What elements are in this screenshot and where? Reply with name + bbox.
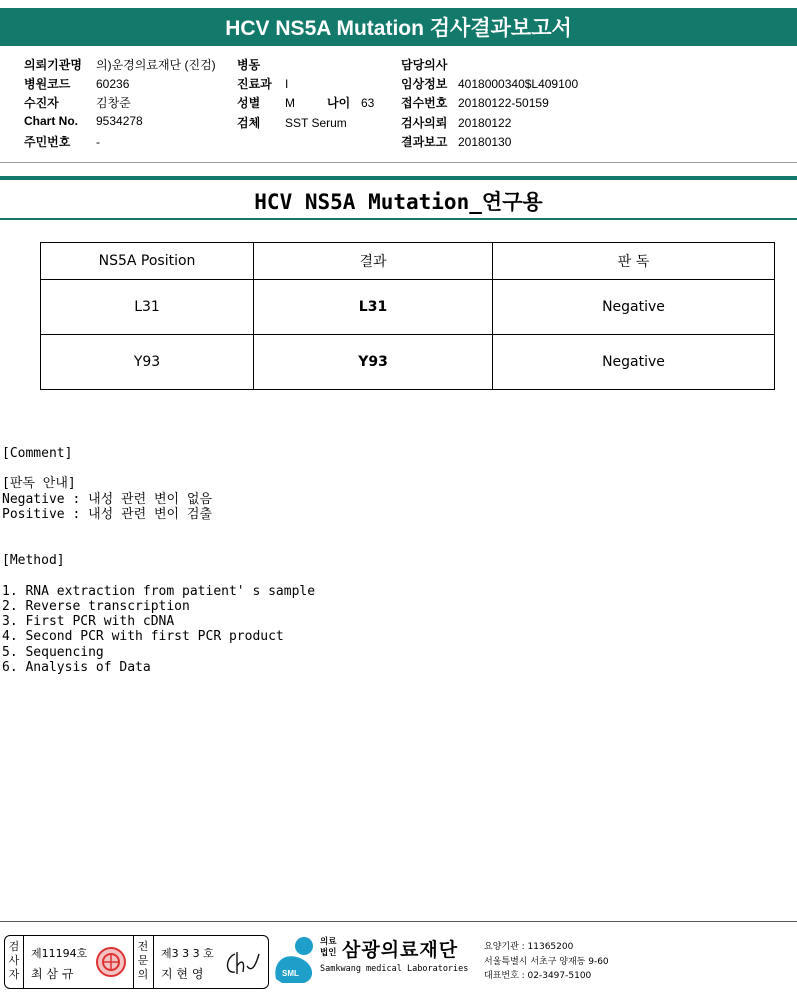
table-row bbox=[41, 280, 775, 335]
reviewer-name: 지 현 영 bbox=[161, 967, 204, 981]
reviewer-number: 제3 3 3 호 bbox=[161, 947, 214, 960]
info-receipt-no: 접수번호 20180122-50159 bbox=[401, 96, 549, 110]
org-name: 삼광의료재단 bbox=[342, 939, 459, 961]
cell-interpretation: Negative bbox=[493, 280, 775, 335]
method-step: 6. Analysis of Data bbox=[2, 660, 151, 675]
comment-title: [Comment] bbox=[2, 446, 73, 461]
table-header-row bbox=[41, 243, 775, 280]
method-step: 5. Sequencing bbox=[2, 645, 104, 660]
cell-position: Y93 bbox=[41, 335, 254, 390]
method-step: 2. Reverse transcription bbox=[2, 599, 190, 614]
info-chart-no: Chart No. 9534278 bbox=[24, 114, 143, 128]
method-title: [Method] bbox=[2, 553, 65, 568]
org-phone: 대표번호 : 02-3497-5100 bbox=[484, 971, 592, 981]
info-report-date: 결과보고 20180130 bbox=[401, 135, 512, 149]
svg-text:SML: SML bbox=[282, 969, 299, 978]
divider bbox=[153, 936, 154, 988]
info-specimen: 검체 SST Serum bbox=[237, 116, 347, 130]
reviewer-label: 전 문 의 bbox=[137, 940, 149, 981]
cell-position: L31 bbox=[41, 280, 254, 335]
divider bbox=[0, 218, 797, 220]
method-step: 4. Second PCR with first PCR product bbox=[2, 629, 284, 644]
info-resident-no: 주민번호 - bbox=[24, 135, 100, 149]
org-address: 서울특별시 서초구 양재동 9-60 bbox=[484, 957, 609, 967]
info-doctor: 담당의사 bbox=[401, 58, 448, 72]
report-title: HCV NS5A Mutation 검사결과보고서 bbox=[225, 17, 572, 40]
info-ward: 병동 bbox=[237, 58, 261, 72]
guide-title: [판독 안내] bbox=[2, 476, 76, 491]
info-department: 진료과 I bbox=[237, 77, 289, 91]
signature-box bbox=[4, 935, 269, 989]
report-subtitle: HCV NS5A Mutation_연구용 bbox=[254, 190, 543, 214]
seal-stamp-icon bbox=[95, 946, 127, 978]
header-position: NS5A Position bbox=[41, 243, 254, 280]
examiner-number: 제11194호 bbox=[31, 947, 88, 960]
info-request-date: 검사의뢰 20180122 bbox=[401, 116, 512, 130]
divider bbox=[133, 936, 134, 988]
org-prefix: 의료 법인 bbox=[320, 937, 337, 958]
org-code: 요양기관 : 11365200 bbox=[484, 942, 574, 952]
guide-positive: Positive : 내성 관련 변이 검출 bbox=[2, 507, 213, 522]
method-step: 3. First PCR with cDNA bbox=[2, 614, 175, 629]
info-sex: 성별 M bbox=[237, 96, 295, 110]
header-interpretation: 판 독 bbox=[493, 243, 775, 280]
org-english: Samkwang medical Laboratories bbox=[320, 964, 469, 974]
cell-result: Y93 bbox=[254, 335, 493, 390]
table-row bbox=[41, 335, 775, 390]
cell-result: L31 bbox=[254, 280, 493, 335]
info-institution: 의뢰기관명 의)운경의료재단 (진검) bbox=[24, 58, 216, 72]
info-hospital-code: 병원코드 60236 bbox=[24, 77, 130, 91]
header-result: 결과 bbox=[254, 243, 493, 280]
info-clinical: 임상정보 4018000340$L409100 bbox=[401, 77, 579, 91]
divider bbox=[23, 936, 24, 988]
cell-interpretation: Negative bbox=[493, 335, 775, 390]
result-table bbox=[40, 242, 775, 390]
method-step: 1. RNA extraction from patient' s sample bbox=[2, 584, 316, 599]
divider bbox=[0, 162, 797, 163]
examiner-name: 최 삼 규 bbox=[31, 967, 74, 981]
divider bbox=[0, 176, 797, 180]
examiner-label: 검 사 자 bbox=[8, 940, 20, 981]
info-patient: 수진자 김창준 bbox=[24, 96, 131, 110]
sml-logo-icon bbox=[272, 935, 320, 985]
footer-divider bbox=[0, 921, 797, 922]
guide-negative: Negative : 내성 관련 변이 없음 bbox=[2, 492, 213, 507]
patient-info bbox=[0, 0, 797, 160]
signature-icon bbox=[223, 948, 263, 978]
info-age: 나이 63 bbox=[327, 96, 375, 110]
